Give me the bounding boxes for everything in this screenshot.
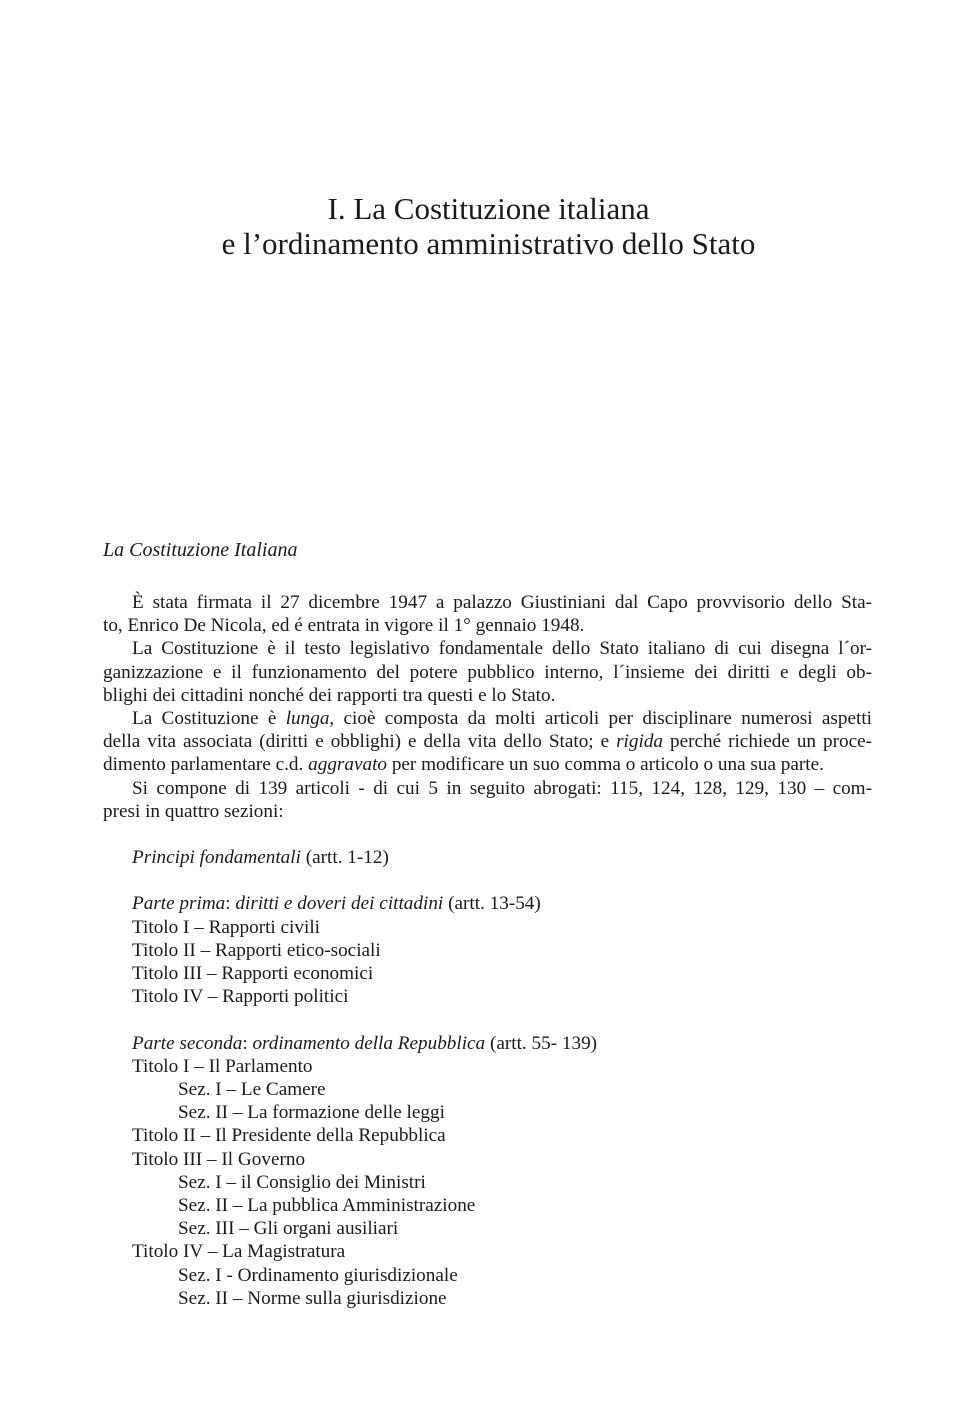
outline-sep: : — [225, 893, 236, 915]
outline-titolo: Titolo II – Rapporti etico-sociali — [132, 939, 381, 961]
text-run: per modificare un suo comma o articolo o una sua parte. — [387, 754, 824, 776]
outline-italic: Parte seconda — [132, 1032, 243, 1054]
outline-titolo: Titolo IV – Rapporti politici — [132, 986, 349, 1008]
outline-sezione: Sez. I – Le Camere — [178, 1079, 326, 1100]
text-line: ganizzazione e il funzionamento del potere pubblico interno, l´insieme dei diritti e degli ob- — [103, 661, 872, 683]
paragraph-composition — [103, 777, 872, 823]
outline-sep: : — [242, 1032, 253, 1054]
outline-articles: (artt. 1-12) — [300, 847, 389, 868]
outline-principi — [132, 846, 597, 869]
outline-sezione: Sez. I – il Consiglio dei Ministri — [178, 1171, 426, 1193]
text-run: perché richiede un proce- — [663, 731, 872, 753]
outline-sezione: Sez. II – La pubblica Amministrazione — [178, 1195, 476, 1217]
outline-parte-prima — [132, 892, 597, 915]
outline-titolo: Titolo III – Il Governo — [132, 1148, 306, 1170]
text-run: dimento parlamentare c.d. — [103, 754, 309, 776]
outline-titolo: Titolo I – Rapporti civili — [132, 916, 320, 938]
text-line: to, Enrico De Nicola, ed é entrata in vigore il 1° gennaio 1948. — [103, 615, 585, 637]
outline-sezione: Sez. III – Gli organi ausiliari — [178, 1218, 399, 1240]
outline-italic: Parte prima — [132, 893, 226, 915]
constitution-outline — [132, 846, 597, 1310]
outline-sezione: Sez. II – Norme sulla giurisdizione — [178, 1287, 447, 1309]
body-text — [103, 591, 872, 823]
outline-italic: ordinamento della Repubblica — [252, 1032, 486, 1054]
outline-articles: (artt. 13-54) — [443, 893, 541, 915]
section-heading: La Costituzione Italiana — [103, 539, 298, 561]
chapter-title-line-2: e l’ordinamento amministrativo dello Stato — [221, 225, 756, 261]
emphasis-aggravato: aggravato — [308, 754, 388, 776]
text-line: presi in quattro sezioni: — [103, 800, 284, 822]
text-run: La Costituzione è — [132, 708, 286, 730]
chapter-title-line-1: I. La Costituzione italiana — [327, 190, 650, 226]
paragraph-characteristics — [103, 707, 872, 777]
paragraph-signing — [103, 591, 872, 637]
text-line: La Costituzione è il testo legislativo fondamentale dello Stato italiano di cui disegna l´or- — [132, 638, 872, 660]
emphasis-rigida: rigida — [616, 731, 664, 753]
text-run: , cioè composta da molti articoli per disciplinare numerosi aspetti — [329, 708, 873, 730]
outline-titolo: Titolo II – Il Presidente della Repubblica — [132, 1125, 446, 1147]
chapter-title — [0, 191, 977, 261]
outline-titolo: Titolo IV – La Magistratura — [132, 1241, 346, 1263]
outline-italic: Principi fondamentali — [132, 847, 301, 868]
text-line: blighi dei cittadini nonché dei rapporti tra questi e lo Stato. — [103, 684, 556, 706]
text-line — [103, 730, 872, 753]
outline-parte-seconda — [132, 1032, 597, 1055]
text-line — [103, 707, 872, 730]
paragraph-definition — [103, 637, 872, 707]
outline-italic: diritti e doveri dei cittadini — [235, 893, 444, 915]
text-run: della vita associata (diritti e obblighi) e della vita dello Stato; e — [103, 731, 617, 753]
outline-titolo: Titolo I – Il Parlamento — [132, 1055, 313, 1077]
outline-sezione: Sez. I - Ordinamento giurisdizionale — [178, 1264, 458, 1286]
text-line — [103, 753, 872, 776]
outline-sezione: Sez. II – La formazione delle leggi — [178, 1102, 445, 1124]
outline-articles: (artt. 55- 139) — [485, 1032, 598, 1054]
text-line: Si compone di 139 articoli - di cui 5 in seguito abrogati: 115, 124, 128, 129, 130 – com- — [132, 777, 872, 799]
emphasis-lunga: lunga — [285, 708, 330, 730]
outline-titolo: Titolo III – Rapporti economici — [132, 963, 374, 984]
text-line: È stata firmata il 27 dicembre 1947 a palazzo Giustiniani dal Capo provvisorio dello Sta- — [132, 592, 872, 613]
